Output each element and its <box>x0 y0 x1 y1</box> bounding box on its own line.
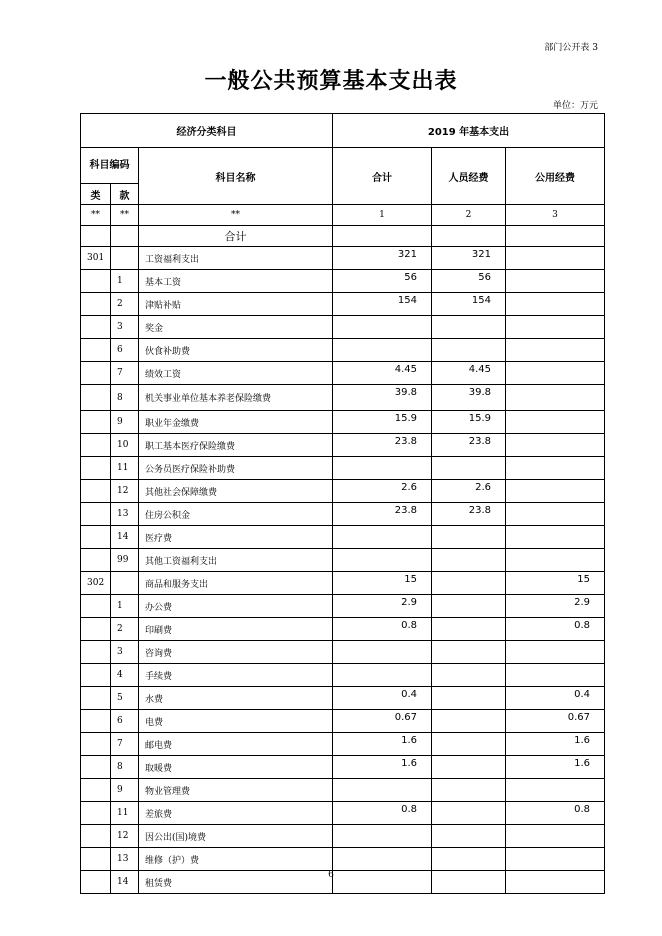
row-name: 机关事业单位基本养老保险缴费 <box>139 385 333 411</box>
row-name: 租赁费 <box>139 871 333 894</box>
row-name: 津贴补贴 <box>139 293 333 316</box>
row-personnel <box>432 572 506 595</box>
row-personnel: 2.6 <box>432 480 506 503</box>
row-personnel: 23.8 <box>432 503 506 526</box>
row-public <box>506 247 605 270</box>
row-name: 邮电费 <box>139 733 333 756</box>
col-group-economic: 经济分类科目 <box>81 114 333 148</box>
row-lei <box>81 503 111 526</box>
row-name: 差旅费 <box>139 802 333 825</box>
col-total: 合计 <box>333 148 432 205</box>
header-row-2 <box>81 148 605 184</box>
row-total: 15 <box>333 572 432 595</box>
col-public: 公用经费 <box>506 148 605 205</box>
row-personnel: 56 <box>432 270 506 293</box>
row-total: 56 <box>333 270 432 293</box>
row-name: 电费 <box>139 710 333 733</box>
index-cell: 1 <box>333 205 432 226</box>
row-kuan: 11 <box>111 457 139 480</box>
page-number: 6 <box>328 870 334 880</box>
row-personnel <box>432 848 506 871</box>
row-name: 公务员医疗保险补助费 <box>139 457 333 480</box>
table-row <box>81 362 605 385</box>
empty-cell <box>506 226 605 247</box>
row-kuan: 12 <box>111 480 139 503</box>
row-name: 伙食补助费 <box>139 339 333 362</box>
row-name: 维修（护）费 <box>139 848 333 871</box>
row-total: 1.6 <box>333 756 432 779</box>
row-lei <box>81 434 111 457</box>
row-name: 基本工资 <box>139 270 333 293</box>
row-total <box>333 825 432 848</box>
row-lei <box>81 641 111 664</box>
row-personnel: 321 <box>432 247 506 270</box>
row-lei <box>81 480 111 503</box>
row-total <box>333 641 432 664</box>
form-number: 部门公开表 3 <box>544 43 598 53</box>
row-lei <box>81 710 111 733</box>
row-total: 2.9 <box>333 595 432 618</box>
table-row <box>81 526 605 549</box>
table-row <box>81 293 605 316</box>
index-cell: ** <box>139 205 333 226</box>
row-lei <box>81 733 111 756</box>
row-kuan <box>111 572 139 595</box>
row-kuan: 3 <box>111 316 139 339</box>
row-kuan: 7 <box>111 362 139 385</box>
row-total <box>333 526 432 549</box>
col-group-2019: 2019 年基本支出 <box>333 114 605 148</box>
row-name: 取暖费 <box>139 756 333 779</box>
row-lei <box>81 618 111 641</box>
unit-label: 单位：万元 <box>552 101 598 111</box>
row-kuan: 2 <box>111 293 139 316</box>
table-row <box>81 687 605 710</box>
row-total <box>333 339 432 362</box>
row-personnel <box>432 779 506 802</box>
col-lei: 类 <box>81 184 111 205</box>
budget-table <box>80 113 605 894</box>
row-kuan: 4 <box>111 664 139 687</box>
row-public <box>506 362 605 385</box>
row-total <box>333 549 432 572</box>
table-row <box>81 316 605 339</box>
row-lei <box>81 779 111 802</box>
row-name: 咨询费 <box>139 641 333 664</box>
table-row <box>81 733 605 756</box>
row-public: 1.6 <box>506 756 605 779</box>
row-public: 0.8 <box>506 802 605 825</box>
row-lei <box>81 526 111 549</box>
row-personnel <box>432 756 506 779</box>
row-personnel <box>432 664 506 687</box>
row-kuan: 13 <box>111 848 139 871</box>
row-kuan: 8 <box>111 385 139 411</box>
row-personnel <box>432 595 506 618</box>
row-lei <box>81 848 111 871</box>
row-kuan: 7 <box>111 733 139 756</box>
table-row <box>81 664 605 687</box>
col-subject-code: 科目编码 <box>81 148 139 184</box>
table-row <box>81 710 605 733</box>
row-personnel <box>432 526 506 549</box>
row-public <box>506 526 605 549</box>
row-name: 住房公积金 <box>139 503 333 526</box>
row-public <box>506 385 605 411</box>
row-public <box>506 339 605 362</box>
row-kuan: 11 <box>111 802 139 825</box>
table-row <box>81 339 605 362</box>
row-lei <box>81 825 111 848</box>
empty-cell <box>432 226 506 247</box>
row-personnel <box>432 641 506 664</box>
row-total: 15.9 <box>333 411 432 434</box>
row-name: 其他工资福利支出 <box>139 549 333 572</box>
empty-cell <box>333 226 432 247</box>
table-row <box>81 434 605 457</box>
row-lei <box>81 802 111 825</box>
row-lei <box>81 316 111 339</box>
row-total <box>333 316 432 339</box>
row-total: 0.67 <box>333 710 432 733</box>
row-name: 商品和服务支出 <box>139 572 333 595</box>
row-total <box>333 664 432 687</box>
row-total <box>333 457 432 480</box>
col-kuan: 款 <box>111 184 139 205</box>
row-total: 23.8 <box>333 503 432 526</box>
row-name: 绩效工资 <box>139 362 333 385</box>
row-total: 1.6 <box>333 733 432 756</box>
row-total: 321 <box>333 247 432 270</box>
row-name: 印刷费 <box>139 618 333 641</box>
row-lei <box>81 549 111 572</box>
row-personnel: 39.8 <box>432 385 506 411</box>
row-total <box>333 779 432 802</box>
row-total: 0.8 <box>333 618 432 641</box>
empty-cell <box>81 226 111 247</box>
row-public <box>506 825 605 848</box>
row-kuan <box>111 247 139 270</box>
row-kuan: 99 <box>111 549 139 572</box>
row-lei <box>81 339 111 362</box>
row-public: 0.8 <box>506 618 605 641</box>
row-name: 水费 <box>139 687 333 710</box>
row-lei <box>81 664 111 687</box>
col-subject-name: 科目名称 <box>139 148 333 205</box>
row-public <box>506 503 605 526</box>
row-personnel <box>432 802 506 825</box>
row-kuan: 14 <box>111 871 139 894</box>
row-kuan: 12 <box>111 825 139 848</box>
table-row <box>81 756 605 779</box>
row-lei <box>81 385 111 411</box>
row-public: 1.6 <box>506 733 605 756</box>
row-total: 2.6 <box>333 480 432 503</box>
row-kuan: 8 <box>111 756 139 779</box>
row-lei <box>81 362 111 385</box>
row-kuan: 6 <box>111 339 139 362</box>
row-name: 职工基本医疗保险缴费 <box>139 434 333 457</box>
row-total: 23.8 <box>333 434 432 457</box>
row-lei <box>81 595 111 618</box>
row-total: 39.8 <box>333 385 432 411</box>
row-kuan: 5 <box>111 687 139 710</box>
table-row <box>81 411 605 434</box>
row-personnel <box>432 687 506 710</box>
table-row <box>81 802 605 825</box>
table-row <box>81 825 605 848</box>
row-name: 因公出(国)境费 <box>139 825 333 848</box>
row-personnel <box>432 339 506 362</box>
table-row <box>81 641 605 664</box>
row-public <box>506 779 605 802</box>
row-public <box>506 270 605 293</box>
row-total: 0.4 <box>333 687 432 710</box>
row-kuan: 6 <box>111 710 139 733</box>
row-personnel: 23.8 <box>432 434 506 457</box>
row-total <box>333 848 432 871</box>
row-public <box>506 848 605 871</box>
total-row <box>81 226 605 247</box>
row-public <box>506 480 605 503</box>
row-lei <box>81 457 111 480</box>
row-personnel <box>432 316 506 339</box>
row-personnel <box>432 825 506 848</box>
row-name: 职业年金缴费 <box>139 411 333 434</box>
row-total: 4.45 <box>333 362 432 385</box>
header-row-1 <box>81 114 605 148</box>
row-total: 154 <box>333 293 432 316</box>
row-public <box>506 664 605 687</box>
row-public: 0.67 <box>506 710 605 733</box>
col-personnel: 人员经费 <box>432 148 506 205</box>
row-kuan: 1 <box>111 270 139 293</box>
row-lei: 302 <box>81 572 111 595</box>
row-lei <box>81 756 111 779</box>
row-personnel: 15.9 <box>432 411 506 434</box>
table-row <box>81 618 605 641</box>
index-cell: ** <box>111 205 139 226</box>
table-row <box>81 480 605 503</box>
row-lei <box>81 270 111 293</box>
row-public <box>506 457 605 480</box>
row-personnel: 4.45 <box>432 362 506 385</box>
row-public: 0.4 <box>506 687 605 710</box>
row-name: 手续费 <box>139 664 333 687</box>
row-personnel <box>432 618 506 641</box>
row-public <box>506 549 605 572</box>
row-personnel <box>432 457 506 480</box>
index-cell: 3 <box>506 205 605 226</box>
row-name: 其他社会保障缴费 <box>139 480 333 503</box>
row-name: 物业管理费 <box>139 779 333 802</box>
row-personnel <box>432 549 506 572</box>
page-title: 一般公共预算基本支出表 <box>204 68 458 94</box>
row-personnel: 154 <box>432 293 506 316</box>
table-row <box>81 503 605 526</box>
table-row <box>81 572 605 595</box>
index-row <box>81 205 605 226</box>
table-row <box>81 549 605 572</box>
row-public <box>506 641 605 664</box>
table-row <box>81 247 605 270</box>
table-row <box>81 848 605 871</box>
table-row <box>81 457 605 480</box>
table-row <box>81 779 605 802</box>
row-public <box>506 411 605 434</box>
row-personnel <box>432 710 506 733</box>
row-public: 15 <box>506 572 605 595</box>
row-kuan: 3 <box>111 641 139 664</box>
row-public <box>506 316 605 339</box>
row-lei <box>81 293 111 316</box>
row-public <box>506 434 605 457</box>
row-public <box>506 293 605 316</box>
row-kuan: 9 <box>111 411 139 434</box>
row-name: 医疗费 <box>139 526 333 549</box>
row-name: 工资福利支出 <box>139 247 333 270</box>
row-name: 办公费 <box>139 595 333 618</box>
row-kuan: 9 <box>111 779 139 802</box>
row-kuan: 14 <box>111 526 139 549</box>
table-row <box>81 385 605 411</box>
row-kuan: 1 <box>111 595 139 618</box>
empty-cell <box>111 226 139 247</box>
row-lei <box>81 687 111 710</box>
row-name: 奖金 <box>139 316 333 339</box>
row-public: 2.9 <box>506 595 605 618</box>
row-kuan: 10 <box>111 434 139 457</box>
row-kuan: 2 <box>111 618 139 641</box>
total-row-label: 合计 <box>139 226 333 247</box>
index-cell: 2 <box>432 205 506 226</box>
row-lei <box>81 411 111 434</box>
row-personnel <box>432 733 506 756</box>
table-row <box>81 595 605 618</box>
row-total: 0.8 <box>333 802 432 825</box>
row-kuan: 13 <box>111 503 139 526</box>
row-lei: 301 <box>81 247 111 270</box>
table-row <box>81 270 605 293</box>
index-cell: ** <box>81 205 111 226</box>
